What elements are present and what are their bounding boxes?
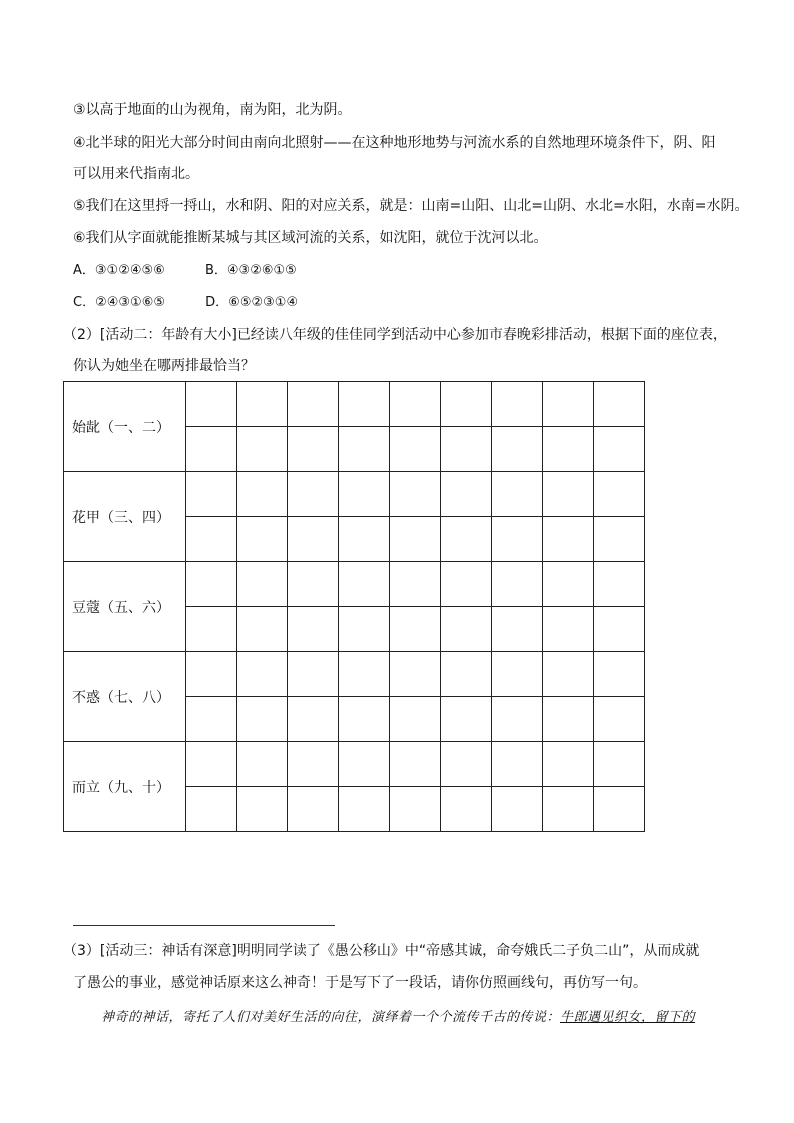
seat-cell[interactable] [186, 787, 237, 832]
row-group-label: 始龀（一、二） [64, 382, 186, 472]
seat-cell[interactable] [339, 517, 390, 562]
seat-cell[interactable] [237, 382, 288, 427]
seat-cell[interactable] [339, 427, 390, 472]
seat-cell[interactable] [237, 562, 288, 607]
seat-cell[interactable] [186, 562, 237, 607]
seat-cell[interactable] [441, 652, 492, 697]
seat-cell[interactable] [288, 427, 339, 472]
question-2-line2: 你认为她坐在哪两排最恰当？ [73, 358, 255, 374]
statement-5: ⑤我们在这里捋一捋山，水和阴、阳的对应关系，就是：山南=山阳、山北=山阴、水北=水阳，水南=水阴。 [73, 198, 749, 214]
seat-cell[interactable] [492, 427, 543, 472]
seat-cell[interactable] [594, 382, 645, 427]
seat-cell[interactable] [441, 472, 492, 517]
seat-cell[interactable] [339, 472, 390, 517]
seat-cell[interactable] [186, 427, 237, 472]
seat-cell[interactable] [492, 652, 543, 697]
seat-cell[interactable] [237, 607, 288, 652]
seat-cell[interactable] [441, 742, 492, 787]
option-b[interactable]: B．④③②⑥①⑤ [204, 263, 297, 278]
seat-cell[interactable] [186, 652, 237, 697]
seat-cell[interactable] [186, 382, 237, 427]
seat-cell[interactable] [339, 382, 390, 427]
seat-cell[interactable] [339, 562, 390, 607]
options-row-2 [73, 294, 298, 312]
seat-cell[interactable] [441, 697, 492, 742]
seat-cell[interactable] [492, 472, 543, 517]
seat-cell[interactable] [594, 562, 645, 607]
seat-cell[interactable] [339, 697, 390, 742]
seat-cell[interactable] [441, 517, 492, 562]
divider-line [73, 925, 335, 926]
seat-cell[interactable] [492, 697, 543, 742]
seat-cell[interactable] [390, 562, 441, 607]
seat-cell[interactable] [237, 517, 288, 562]
seat-cell[interactable] [441, 427, 492, 472]
seat-cell[interactable] [237, 427, 288, 472]
option-a[interactable]: A．③①②④⑤⑥ [73, 263, 165, 278]
seat-cell[interactable] [237, 472, 288, 517]
seat-cell[interactable] [543, 427, 594, 472]
seat-cell[interactable] [288, 652, 339, 697]
question-3-line1: （3）[活动三：神话有深意]明明同学读了《愚公移山》中“帝感其诚，命夸娥氏二子负二山”，从而成就 [63, 943, 700, 959]
seat-cell[interactable] [186, 742, 237, 787]
seat-cell[interactable] [390, 427, 441, 472]
seat-cell[interactable] [237, 697, 288, 742]
row-group-label: 不惑（七、八） [64, 652, 186, 742]
seat-cell[interactable] [339, 742, 390, 787]
seat-cell[interactable] [594, 787, 645, 832]
option-c[interactable]: C．②④③①⑥⑤ [73, 295, 166, 310]
seat-cell[interactable] [543, 607, 594, 652]
row-group-label: 而立（九、十） [64, 742, 186, 832]
row-group-label: 豆蔻（五、六） [64, 562, 186, 652]
seat-row [64, 562, 645, 607]
seat-cell[interactable] [288, 742, 339, 787]
question-2-line1: （2）[活动二：年龄有大小]已经读八年级的佳佳同学到活动中心参加市春晚彩排活动，根据下面的座位表， [63, 327, 727, 343]
seat-cell[interactable] [543, 742, 594, 787]
seat-cell[interactable] [441, 607, 492, 652]
seat-cell[interactable] [441, 382, 492, 427]
seat-cell[interactable] [543, 472, 594, 517]
seat-cell[interactable] [339, 787, 390, 832]
seat-cell[interactable] [186, 472, 237, 517]
seat-cell[interactable] [492, 742, 543, 787]
seat-row [64, 652, 645, 697]
seat-cell[interactable] [594, 472, 645, 517]
seat-row [64, 742, 645, 787]
seat-cell[interactable] [186, 607, 237, 652]
seat-cell[interactable] [492, 517, 543, 562]
seat-cell[interactable] [288, 787, 339, 832]
statement-4-line2: 可以用来代指南北。 [73, 166, 199, 182]
statement-3: ③以高于地面的山为视角，南为阳，北为阴。 [73, 102, 352, 118]
seat-cell[interactable] [492, 607, 543, 652]
seat-cell[interactable] [339, 607, 390, 652]
seat-cell[interactable] [390, 472, 441, 517]
seat-cell[interactable] [288, 517, 339, 562]
seat-cell[interactable] [543, 652, 594, 697]
seat-row [64, 382, 645, 427]
seat-cell[interactable] [594, 742, 645, 787]
seat-cell[interactable] [390, 652, 441, 697]
seat-cell[interactable] [390, 697, 441, 742]
seat-cell[interactable] [594, 697, 645, 742]
seat-cell[interactable] [237, 742, 288, 787]
seat-cell[interactable] [237, 652, 288, 697]
seat-cell[interactable] [492, 562, 543, 607]
seat-cell[interactable] [543, 697, 594, 742]
sample-sentence [101, 1006, 695, 1025]
options-row-1 [73, 262, 297, 280]
sample-text: 神奇的神话，寄托了人们对美好生活的向往，演绎着一个个流传千古的传说： [101, 1010, 561, 1025]
seat-cell[interactable] [594, 652, 645, 697]
seat-cell[interactable] [288, 382, 339, 427]
seat-cell[interactable] [492, 787, 543, 832]
seat-cell[interactable] [492, 382, 543, 427]
seat-cell[interactable] [441, 787, 492, 832]
seat-cell[interactable] [594, 607, 645, 652]
row-group-label: 花甲（三、四） [64, 472, 186, 562]
seat-cell[interactable] [288, 562, 339, 607]
seat-cell[interactable] [390, 517, 441, 562]
seat-cell[interactable] [390, 607, 441, 652]
seat-cell[interactable] [390, 382, 441, 427]
seat-cell[interactable] [543, 517, 594, 562]
seat-cell[interactable] [543, 787, 594, 832]
seat-row [64, 472, 645, 517]
seat-cell[interactable] [288, 697, 339, 742]
seat-cell[interactable] [186, 697, 237, 742]
seat-cell[interactable] [288, 472, 339, 517]
sample-underlined: 牛郎遇见织女，留下的 [560, 1010, 696, 1025]
seat-cell[interactable] [390, 787, 441, 832]
seat-cell[interactable] [390, 742, 441, 787]
seat-cell[interactable] [186, 517, 237, 562]
seat-cell[interactable] [594, 517, 645, 562]
seat-cell[interactable] [339, 652, 390, 697]
seat-cell[interactable] [441, 562, 492, 607]
seat-cell[interactable] [543, 382, 594, 427]
statement-6: ⑥我们从字面就能推断某城与其区域河流的关系，如沈阳，就位于沈河以北。 [73, 230, 548, 246]
seat-cell[interactable] [237, 787, 288, 832]
option-d[interactable]: D．⑥⑤②③①④ [205, 295, 299, 310]
seat-cell[interactable] [594, 427, 645, 472]
seat-cell[interactable] [288, 607, 339, 652]
statement-4-line1: ④北半球的阳光大部分时间由南向北照射——在这种地形地势与河流水系的自然地理环境条件下，阴、阳 [73, 135, 716, 151]
question-3-line2: 了愚公的事业，感觉神话原来这么神奇！于是写下了一段话，请你仿照画线句，再仿写一句。 [73, 975, 647, 991]
seat-table [63, 381, 645, 832]
seat-cell[interactable] [543, 562, 594, 607]
